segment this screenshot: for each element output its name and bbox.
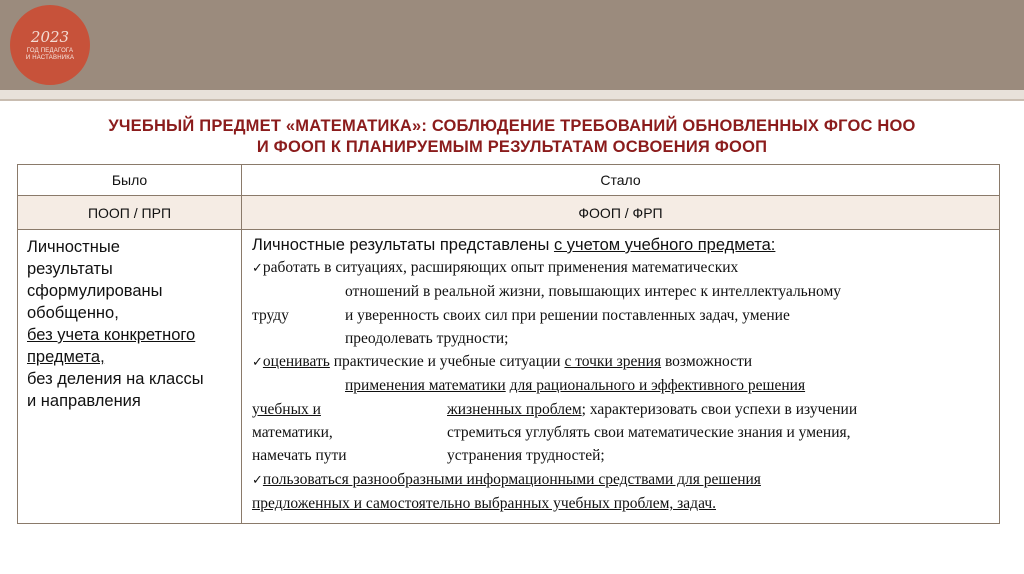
now-heading-a: Личностные результаты [252,236,436,254]
title-line-2: И ФООП К ПЛАНИРУЕМЫМ РЕЗУЛЬТАТАМ ОСВОЕНИЯ ФООП [256,138,768,156]
now-p2-text-4a: математики, [252,424,333,442]
now-p2-line-1 [252,350,991,374]
cell-now [242,230,1000,524]
table-row [18,230,1000,524]
was-line-2: результаты [27,260,113,278]
now-p2-text-3a: учебных и [252,400,321,418]
now-p2-text-3b: жизненных проблем [447,400,582,418]
was-line-8: и направления [27,392,141,410]
column-header-was: Было [18,165,242,196]
now-p2-line-4 [252,421,991,444]
now-p2-line-2 [252,374,991,397]
logo-text [26,48,74,62]
logo-line-2: И НАСТАВНИКА [25,54,75,61]
was-line-6: предмета, [27,348,105,366]
column-header-now: Стало [242,165,1000,196]
table-subheader-row [18,196,1000,230]
check-icon: ✓ [252,472,263,488]
now-p2-text-2a: применения математики [345,377,506,395]
subheader-was: ПООП / ПРП [18,196,242,230]
now-p2-text-1d: возможности [661,353,753,371]
now-p2-text-4b: стремиться углублять свои математические знания и умения, [447,424,851,442]
now-p2-text-1b: практические и учебные ситуации [329,353,565,371]
now-p1-text-3a: труду [252,306,289,324]
now-heading-c: с учетом учебного предмета: [553,236,776,254]
header-stripe-line [0,99,1024,101]
header-stripe [0,90,1024,99]
now-p2-line-5 [252,444,991,467]
now-point-1 [252,256,991,350]
cell-was [18,230,242,524]
now-p3-line-1 [252,468,991,492]
now-p2-text-1c: с точки зрения [564,353,662,371]
now-p1-line-4: преодолевать трудности; [345,329,509,347]
table-header-row [18,165,1000,196]
now-point-3 [252,468,991,516]
was-line-3: сформулированы [27,282,163,300]
now-p2-text-1a: оценивать [262,353,330,371]
header-banner [0,0,1024,90]
now-p3-text-1: пользоваться разнообразными информационными средствами для решения [262,470,761,488]
now-p2-text-5b: устранения трудностей; [447,447,605,465]
now-p2-line-3 [252,398,991,421]
now-p2-text-3c: ; характеризовать свои успехи в изучении [581,400,858,418]
now-p1-line-1 [252,256,991,280]
now-p2-text-5a: намечать пути [252,447,347,465]
logo [10,5,90,85]
slide-title [30,116,994,158]
check-icon: ✓ [252,355,263,371]
check-icon: ✓ [252,261,263,276]
was-line-5: без учета конкретного [27,326,196,344]
title-line-1: УЧЕБНЫЙ ПРЕДМЕТ «МАТЕМАТИКА»: СОБЛЮДЕНИЕ ТРЕБОВАНИЙ ОБНОВЛЕННЫХ ФГОС НОО [108,117,916,135]
now-p3-line-2: предложенных и самостоятельно выбранных учебных проблем, задач. [252,494,717,512]
subheader-now: ФООП / ФРП [242,196,1000,230]
now-point-2 [252,350,991,467]
logo-line-1: ГОД ПЕДАГОГА [26,47,74,54]
now-heading [252,234,991,256]
was-line-4: обобщенно, [27,304,119,322]
comparison-table [17,164,1000,524]
now-p1-text-1: работать в ситуациях, расширяющих опыт применения математических [262,259,739,276]
now-p1-text-3b: и уверенность своих сил при решении поставленных задач, умение [345,306,790,324]
now-heading-b: представлены [435,236,554,254]
now-p1-line-3 [252,304,991,327]
was-line-1: Личностные [27,238,120,256]
now-p1-line-2: отношений в реальной жизни, повышающих интерес к интеллектуальному [345,283,842,301]
was-line-7: без деления на классы [27,370,204,388]
logo-mark: 2023 [30,27,70,46]
now-p2-text-2c: для рационального и эффективного решения [509,377,806,395]
